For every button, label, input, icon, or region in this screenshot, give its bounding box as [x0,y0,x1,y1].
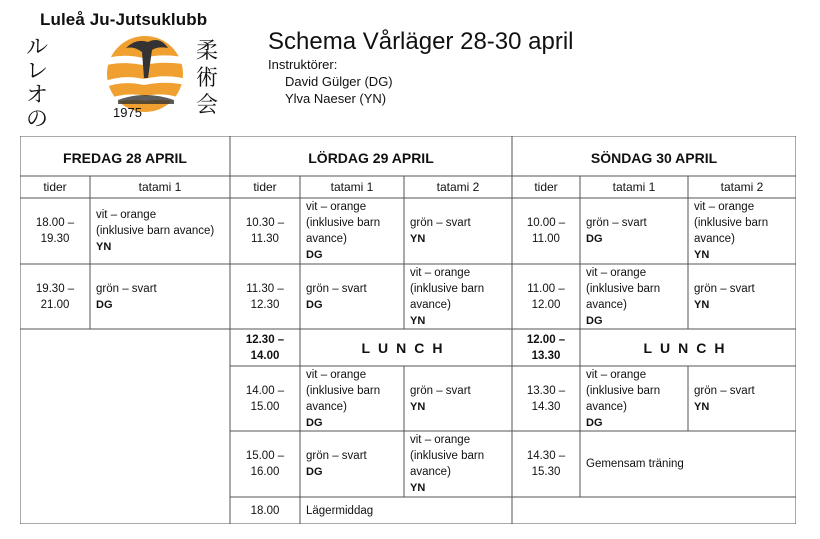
col-header-tatami1: tatami 1 [138,180,182,194]
lunch-label: LUNCH [361,339,451,356]
cell-text: 14.00 – [245,384,285,397]
instructor-code: YN [694,249,710,261]
cell-text: 19.30 [40,233,70,245]
col-header-tatami2: tatami 2 [436,180,480,194]
time-cell [230,448,300,480]
cell-text: (inklusive barn [410,282,485,295]
session-cell [586,456,792,472]
cell-text: 18.00 – [35,217,75,229]
session-cell [586,367,684,431]
cell-text: grön – svart [306,282,367,295]
instructor-code: DG [306,298,323,311]
cell-text: (inklusive barn avance) [96,225,215,237]
cell-text: 12.30 [250,298,280,311]
instructor-code: DG [306,466,323,478]
session-cell [694,281,792,313]
session-cell [306,367,400,431]
cell-text: Lägermiddag [306,504,374,517]
logo-kanji: 柔術会 [196,39,219,118]
lunch-label: LUNCH [643,339,733,356]
cell-text: 18.00 [250,504,280,517]
instructor-code: YN [694,298,710,311]
time-cell [230,281,300,313]
cell-text: vit – orange [306,201,367,213]
cell-text: avance) [586,298,627,311]
col-header-tider: tider [253,180,277,194]
cell-text: 14.00 [250,349,280,362]
time-cell [20,215,90,247]
time-cell [512,215,580,247]
cell-text: (inklusive barn [306,384,381,397]
instructor-code: DG [586,233,603,245]
instructor-code: YN [410,314,426,327]
cell-text: avance) [306,400,347,413]
cell-text: 14.30 [531,400,561,413]
cell-text: vit – orange [96,209,157,221]
time-cell [512,383,580,415]
cell-text: 16.00 [250,466,280,478]
cell-text: grön – svart [410,384,471,397]
instructor-code: YN [96,241,112,253]
instructor-item: Ylva Naeser (YN) [285,91,387,106]
instructor-code: YN [694,400,710,413]
cell-text: 13.30 [531,349,561,362]
cell-text: grön – svart [306,450,367,462]
session-cell [306,503,400,519]
instructor-code: DG [306,416,323,429]
time-cell [230,332,300,364]
instructor-code: YN [410,233,426,245]
cell-text: 15.30 [531,466,561,478]
instructors-label: Instruktörer: [268,57,338,72]
time-cell [512,332,580,364]
time-cell [512,448,580,480]
cell-text: 13.30 – [526,384,566,397]
cell-text: grön – svart [694,384,755,397]
session-cell [306,281,400,313]
cell-text: grön – svart [410,217,471,229]
instructor-item: David Gülger (DG) [285,74,393,89]
time-cell [512,281,580,313]
cell-text: 12.00 [531,298,561,311]
cell-text: avance) [410,466,451,478]
cell-text: 12.00 – [526,333,566,346]
cell-text: 10.30 – [245,217,285,229]
cell-text: 11.30 [251,233,279,245]
session-cell [410,432,508,496]
col-header-tatami1: tatami 1 [330,180,374,194]
day-header-friday: FREDAG 28 APRIL [63,150,187,166]
day-header-sunday: SÖNDAG 30 APRIL [590,150,718,166]
logo-katakana: ルレオの [26,35,49,132]
cell-text: vit – orange [586,266,647,279]
cell-text: avance) [694,233,735,245]
session-cell [96,207,226,255]
cell-text: 21.00 [40,298,70,311]
page-title: Schema Vårläger 28-30 april [268,28,574,55]
page-header [268,28,574,107]
instructor-code: DG [586,416,603,429]
cell-text: avance) [306,233,347,245]
club-logo [18,8,238,132]
cell-text: (inklusive barn [586,282,661,295]
instructor-code: YN [410,482,426,494]
cell-text: 12.30 – [245,333,285,346]
time-cell [230,503,300,519]
logo-year: 1975 [113,105,142,120]
day-header-saturday: LÖRDAG 29 APRIL [308,150,434,166]
cell-text: vit – orange [306,368,367,381]
cell-text: vit – orange [410,434,471,446]
cell-text: 14.30 – [526,450,566,462]
instructor-code: DG [586,314,603,327]
cell-text: (inklusive barn [694,217,769,229]
schedule-table [20,136,796,524]
session-cell [410,215,508,247]
col-header-tider: tider [534,180,558,194]
session-cell [96,281,226,313]
cell-text: (inklusive barn [586,384,661,397]
time-cell [230,215,300,247]
cell-text: 19.30 – [35,282,75,295]
cell-text: (inklusive barn [306,217,381,229]
instructor-code: YN [410,400,426,413]
instructor-code: DG [96,298,113,311]
cell-text: vit – orange [694,201,755,213]
session-cell [306,448,400,480]
session-cell [694,383,792,415]
session-cell [586,265,684,329]
cell-text: vit – orange [410,266,471,279]
session-cell [306,199,400,263]
cell-text: vit – orange [586,368,647,381]
club-name: Luleå Ju-Jutsuklubb [40,10,208,29]
session-cell [410,265,508,329]
cell-text: 11.00 – [527,282,565,295]
cell-text: grön – svart [694,282,755,295]
col-header-tider: tider [43,180,67,194]
instructor-list [285,73,574,107]
cell-text: 11.00 [532,233,560,245]
time-cell [20,281,90,313]
cell-text: (inklusive barn [410,450,485,462]
cell-text: grön – svart [96,282,157,295]
cell-text: avance) [410,298,451,311]
cell-text: grön – svart [586,217,647,229]
cell-text: 11.30 – [246,282,284,295]
cell-text: 10.00 – [526,217,566,229]
col-header-tatami2: tatami 2 [720,180,764,194]
col-header-tatami1: tatami 1 [612,180,656,194]
cell-text: avance) [586,400,627,413]
cell-text: 15.00 – [245,450,285,462]
session-cell [586,215,684,247]
instructor-code: DG [306,249,323,261]
cell-text: 15.00 [250,400,280,413]
time-cell [230,383,300,415]
cell-text: Gemensam träning [586,458,684,470]
session-cell [694,199,792,263]
session-cell [410,383,508,415]
